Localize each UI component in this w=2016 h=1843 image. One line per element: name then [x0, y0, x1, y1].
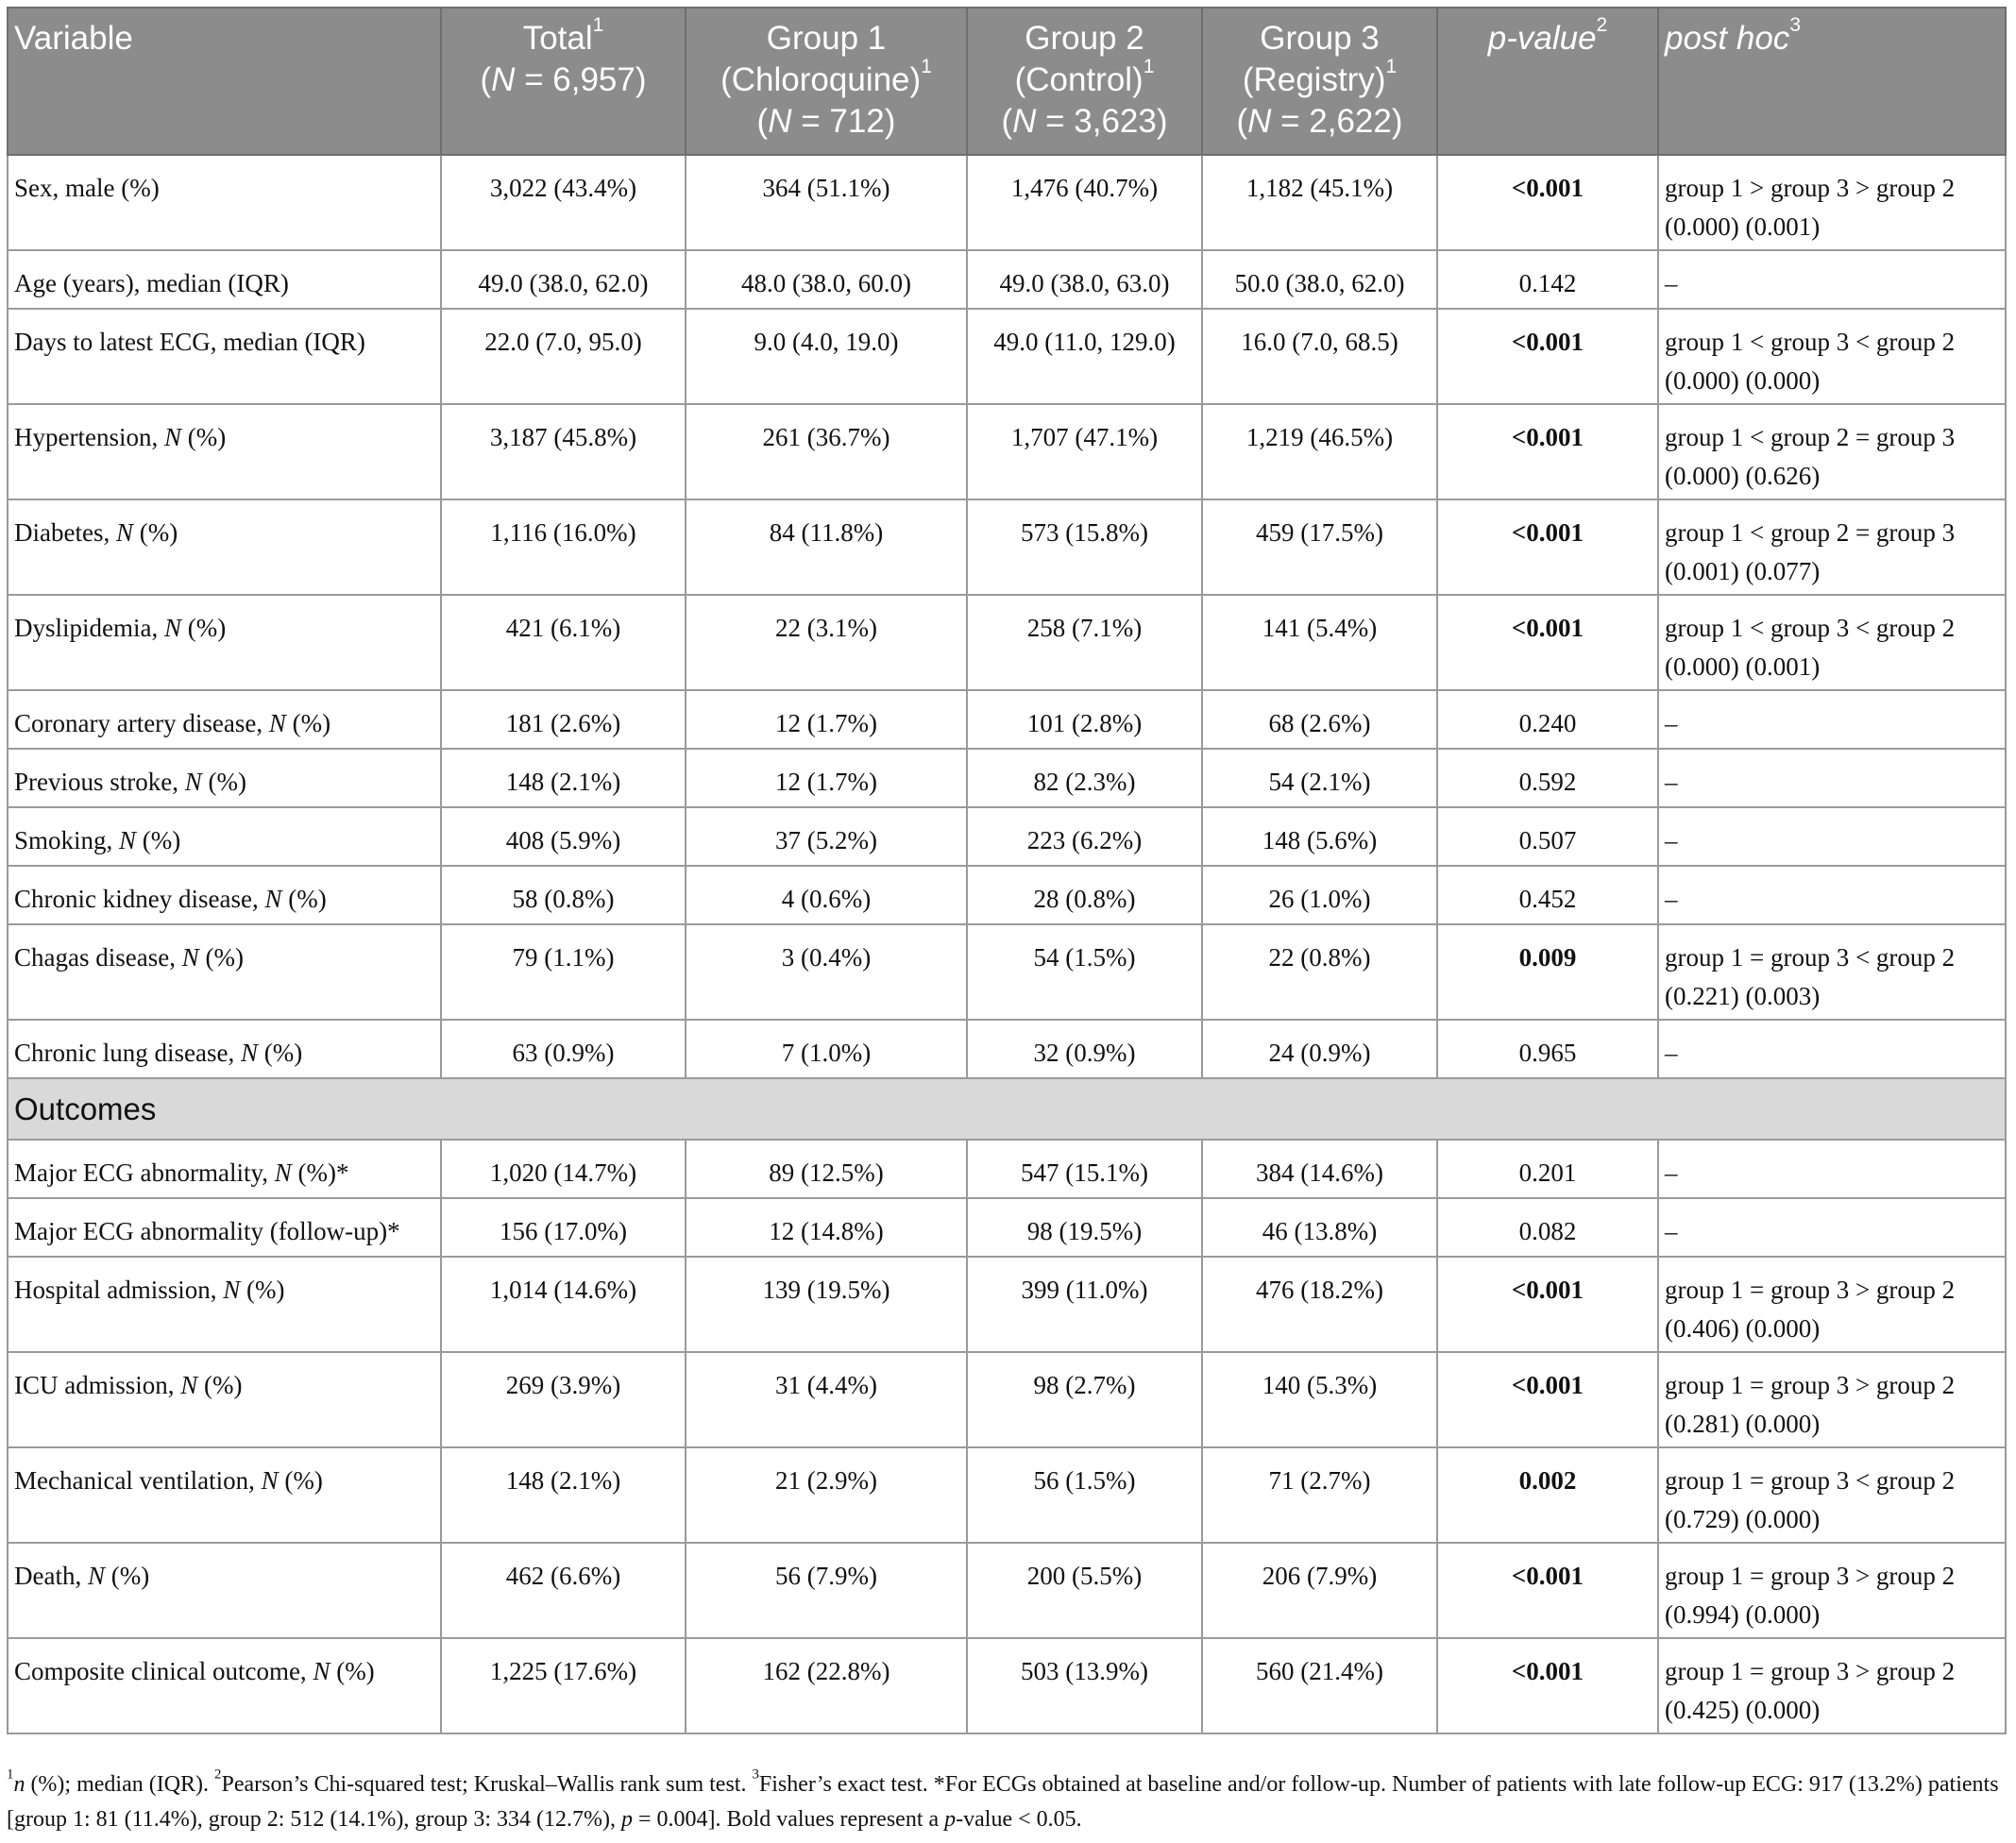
variable-unit: (%): [330, 1657, 375, 1685]
variable-label: Major ECG abnormality,: [14, 1158, 275, 1187]
cell-posthoc: [1658, 404, 2006, 499]
posthoc-comparison: group 1 = group 3 > group 2: [1665, 1371, 1956, 1399]
cell-group2: 200 (5.5%): [967, 1543, 1202, 1638]
cell-total: 148 (2.1%): [441, 1447, 686, 1543]
variable-unit: (%): [132, 518, 178, 547]
cell-total: 181 (2.6%): [441, 690, 686, 749]
variable-unit: (%): [180, 423, 227, 451]
cell-total: 22.0 (7.0, 95.0): [441, 309, 686, 404]
table-row: [8, 1638, 2006, 1733]
variable-label: Hypertension,: [14, 423, 164, 451]
cell-pvalue: 0.592: [1437, 749, 1658, 807]
cell-group2: 98 (19.5%): [967, 1198, 1202, 1257]
posthoc-pvalues: (0.000) (0.001): [1665, 212, 1821, 241]
cell-pvalue: <0.001: [1437, 155, 1658, 250]
variable-unit: (%): [197, 1371, 243, 1399]
cell-variable: Age (years), median (IQR): [8, 250, 441, 309]
cell-pvalue: 0.201: [1437, 1140, 1658, 1198]
header-group1-n: (N = 712): [756, 103, 896, 140]
cell-group2: 503 (13.9%): [967, 1638, 1202, 1733]
posthoc-pvalues: (0.425) (0.000): [1665, 1696, 1821, 1724]
cell-group2: 49.0 (38.0, 63.0): [967, 250, 1202, 309]
variable-label: Mechanical ventilation,: [14, 1466, 262, 1495]
header-group3: Group 3 (Registry)$^1$ (N = 2,622): [1202, 8, 1437, 155]
variable-n-symbol: N: [163, 423, 181, 451]
cell-posthoc: [1658, 309, 2006, 404]
cell-total: 3,187 (45.8%): [441, 404, 686, 499]
cell-group3: 140 (5.3%): [1202, 1352, 1437, 1447]
table-footnote: $^1$n (%); median (IQR). $^2$Pearson’s Chi-squared test; Kruskal–Wallis rank sum test. $^3$Fisher’s exact test. *For ECGs obtained at baseline and/or follow-up. Number of patients with late follow-up ECG: 917 (13.2%) patients [group 1: 81 (11.4%), group 2: 512 (14.1%), group 3: 334 (12.7%), p = 0.004]. Bold values represent a p-value < 0.05.: [7, 1767, 1999, 1832]
cell-total: 1,014 (14.6%): [441, 1257, 686, 1352]
variable-unit: (%): [240, 1276, 285, 1304]
cell-posthoc: [1658, 1352, 2006, 1447]
header-variable: Variable: [8, 8, 441, 155]
variable-n-symbol: N: [261, 1466, 279, 1495]
variable-n-symbol: N: [181, 943, 199, 972]
cell-variable: [8, 1638, 441, 1733]
section-row-outcomes: [8, 1078, 2006, 1140]
variable-label: Hospital admission,: [14, 1276, 224, 1304]
cell-group3: 560 (21.4%): [1202, 1638, 1437, 1733]
cell-group2: 101 (2.8%): [967, 690, 1202, 749]
variable-n-symbol: N: [264, 885, 282, 913]
cell-posthoc: –: [1658, 690, 2006, 749]
table-row: [8, 924, 2006, 1020]
cell-pvalue: 0.965: [1437, 1020, 1658, 1078]
cell-group3: 50.0 (38.0, 62.0): [1202, 250, 1437, 309]
header-total-n: (N = 6,957): [480, 61, 647, 98]
cell-pvalue: <0.001: [1437, 309, 1658, 404]
variable-n-symbol: N: [184, 768, 202, 796]
cell-group1: 12 (14.8%): [686, 1198, 967, 1257]
cell-group2: 258 (7.1%): [967, 595, 1202, 690]
cell-variable: [8, 749, 441, 807]
posthoc-pvalues: (0.221) (0.003): [1665, 982, 1821, 1010]
cell-variable: Sex, male (%): [8, 155, 441, 250]
table-row: [8, 749, 2006, 807]
cell-posthoc: –: [1658, 749, 2006, 807]
posthoc-comparison: group 1 < group 3 < group 2: [1665, 614, 1956, 642]
cell-group2: 98 (2.7%): [967, 1352, 1202, 1447]
table-row: [8, 404, 2006, 499]
variable-unit: (%): [201, 768, 246, 796]
cell-variable: [8, 1447, 441, 1543]
cell-group3: 54 (2.1%): [1202, 749, 1437, 807]
header-pvalue: p-value$^2$: [1437, 8, 1658, 155]
cell-group1: 12 (1.7%): [686, 749, 967, 807]
cell-group3: 459 (17.5%): [1202, 499, 1437, 595]
posthoc-pvalues: (0.000) (0.001): [1665, 652, 1821, 681]
cell-group3: 24 (0.9%): [1202, 1020, 1437, 1078]
cell-variable: [8, 924, 441, 1020]
variable-label: Chronic kidney disease,: [14, 885, 265, 913]
cell-posthoc: [1658, 499, 2006, 595]
cell-posthoc: –: [1658, 250, 2006, 309]
cell-group1: 89 (12.5%): [686, 1140, 967, 1198]
posthoc-pvalues: (0.000) (0.000): [1665, 366, 1821, 395]
cell-variable: [8, 404, 441, 499]
variable-n-symbol: N: [163, 614, 181, 642]
table-row: [8, 1198, 2006, 1257]
cell-variable: [8, 1543, 441, 1638]
cell-group3: 68 (2.6%): [1202, 690, 1437, 749]
cell-total: 63 (0.9%): [441, 1020, 686, 1078]
cell-total: 269 (3.9%): [441, 1352, 686, 1447]
posthoc-comparison: group 1 = group 3 > group 2: [1665, 1276, 1956, 1304]
cell-group2: 54 (1.5%): [967, 924, 1202, 1020]
variable-unit: (%): [281, 885, 327, 913]
table-row: [8, 595, 2006, 690]
cell-group3: 46 (13.8%): [1202, 1198, 1437, 1257]
cell-group1: 162 (22.8%): [686, 1638, 967, 1733]
cell-group1: 9.0 (4.0, 19.0): [686, 309, 967, 404]
variable-label: Diabetes,: [14, 518, 116, 547]
cell-group3: 1,219 (46.5%): [1202, 404, 1437, 499]
posthoc-pvalues: (0.000) (0.626): [1665, 462, 1821, 490]
cell-pvalue: <0.001: [1437, 1638, 1658, 1733]
cell-pvalue: 0.009: [1437, 924, 1658, 1020]
cell-group2: 223 (6.2%): [967, 807, 1202, 866]
cell-pvalue: <0.001: [1437, 499, 1658, 595]
cell-total: 462 (6.6%): [441, 1543, 686, 1638]
cell-group1: 12 (1.7%): [686, 690, 967, 749]
variable-unit: (%): [104, 1562, 150, 1590]
header-group3-n: (N = 2,622): [1236, 103, 1403, 140]
cell-variable: [8, 866, 441, 924]
posthoc-comparison: group 1 = group 3 < group 2: [1665, 943, 1956, 972]
cell-variable: Days to latest ECG, median (IQR): [8, 309, 441, 404]
cell-group1: 3 (0.4%): [686, 924, 967, 1020]
cell-posthoc: [1658, 155, 2006, 250]
cell-group3: 476 (18.2%): [1202, 1257, 1437, 1352]
cell-total: 49.0 (38.0, 62.0): [441, 250, 686, 309]
cell-pvalue: <0.001: [1437, 1543, 1658, 1638]
results-table-container: [7, 7, 2005, 1734]
cell-group3: 384 (14.6%): [1202, 1140, 1437, 1198]
variable-label: ICU admission,: [14, 1371, 181, 1399]
cell-total: 58 (0.8%): [441, 866, 686, 924]
table-row: [8, 1543, 2006, 1638]
posthoc-comparison: group 1 = group 3 < group 2: [1665, 1466, 1956, 1495]
variable-label: Previous stroke,: [14, 768, 185, 796]
cell-group1: 37 (5.2%): [686, 807, 967, 866]
header-posthoc: post hoc$^3$: [1658, 8, 2006, 155]
cell-total: 148 (2.1%): [441, 749, 686, 807]
cell-group3: 22 (0.8%): [1202, 924, 1437, 1020]
variable-n-symbol: N: [180, 1371, 198, 1399]
cell-group2: 547 (15.1%): [967, 1140, 1202, 1198]
cell-posthoc: –: [1658, 1020, 2006, 1078]
table-row: [8, 155, 2006, 250]
cell-posthoc: –: [1658, 807, 2006, 866]
cell-variable: [8, 595, 441, 690]
cell-group1: 31 (4.4%): [686, 1352, 967, 1447]
header-group1: Group 1 (Chloroquine)$^1$ (N = 712): [686, 8, 967, 155]
variable-unit: (%): [136, 826, 181, 854]
posthoc-comparison: group 1 < group 3 < group 2: [1665, 328, 1956, 356]
cell-variable: [8, 1140, 441, 1198]
cell-group1: 4 (0.6%): [686, 866, 967, 924]
cell-group2: 32 (0.9%): [967, 1020, 1202, 1078]
cell-group2: 1,707 (47.1%): [967, 404, 1202, 499]
cell-pvalue: <0.001: [1437, 595, 1658, 690]
cell-group1: 21 (2.9%): [686, 1447, 967, 1543]
variable-label: Chagas disease,: [14, 943, 182, 972]
header-group2-n: (N = 3,623): [1001, 103, 1168, 140]
variable-unit: (%): [278, 1466, 323, 1495]
posthoc-pvalues: (0.281) (0.000): [1665, 1410, 1821, 1438]
cell-variable: [8, 499, 441, 595]
cell-group1: 7 (1.0%): [686, 1020, 967, 1078]
variable-label: Chronic lung disease,: [14, 1039, 241, 1067]
table-row: [8, 499, 2006, 595]
cell-pvalue: 0.142: [1437, 250, 1658, 309]
posthoc-comparison: group 1 < group 2 = group 3: [1665, 518, 1956, 547]
posthoc-comparison: group 1 < group 2 = group 3: [1665, 423, 1956, 451]
cell-posthoc: –: [1658, 1198, 2006, 1257]
cell-group2: 82 (2.3%): [967, 749, 1202, 807]
variable-n-symbol: N: [87, 1562, 105, 1590]
cell-total: 1,225 (17.6%): [441, 1638, 686, 1733]
cell-group3: 26 (1.0%): [1202, 866, 1437, 924]
cell-group3: 141 (5.4%): [1202, 595, 1437, 690]
posthoc-pvalues: (0.406) (0.000): [1665, 1314, 1821, 1343]
cell-total: 1,116 (16.0%): [441, 499, 686, 595]
variable-unit: (%): [198, 943, 244, 972]
cell-total: 156 (17.0%): [441, 1198, 686, 1257]
cell-posthoc: [1658, 1638, 2006, 1733]
cell-group2: 573 (15.8%): [967, 499, 1202, 595]
header-row: [8, 8, 2006, 155]
cell-group3: 148 (5.6%): [1202, 807, 1437, 866]
cell-posthoc: [1658, 1447, 2006, 1543]
cell-group1: 48.0 (38.0, 60.0): [686, 250, 967, 309]
cell-group1: 56 (7.9%): [686, 1543, 967, 1638]
variable-n-symbol: N: [115, 518, 133, 547]
cell-pvalue: <0.001: [1437, 1257, 1658, 1352]
variable-label: Dyslipidemia,: [14, 614, 164, 642]
table-body: [8, 155, 2006, 1733]
cell-posthoc: –: [1658, 866, 2006, 924]
cell-group1: 84 (11.8%): [686, 499, 967, 595]
variable-n-symbol: N: [274, 1158, 292, 1187]
header-group2: Group 2 (Control)$^1$ (N = 3,623): [967, 8, 1202, 155]
variable-n-symbol: N: [223, 1276, 241, 1304]
cell-total: 408 (5.9%): [441, 807, 686, 866]
cell-variable: [8, 690, 441, 749]
variable-n-symbol: N: [119, 826, 137, 854]
posthoc-pvalues: (0.001) (0.077): [1665, 557, 1821, 585]
cell-total: 1,020 (14.7%): [441, 1140, 686, 1198]
cell-variable: [8, 1257, 441, 1352]
header-total: Total$^1$ (N = 6,957): [441, 8, 686, 155]
cell-pvalue: 0.082: [1437, 1198, 1658, 1257]
posthoc-comparison: group 1 > group 3 > group 2: [1665, 174, 1956, 202]
cell-group3: 206 (7.9%): [1202, 1543, 1437, 1638]
cell-pvalue: 0.240: [1437, 690, 1658, 749]
cell-total: 79 (1.1%): [441, 924, 686, 1020]
cell-posthoc: [1658, 1543, 2006, 1638]
posthoc-pvalues: (0.729) (0.000): [1665, 1505, 1821, 1533]
variable-label: Death,: [14, 1562, 88, 1590]
cell-posthoc: –: [1658, 1140, 2006, 1198]
cell-group2: 399 (11.0%): [967, 1257, 1202, 1352]
cell-variable: [8, 1020, 441, 1078]
cell-group2: 56 (1.5%): [967, 1447, 1202, 1543]
variable-n-symbol: N: [240, 1039, 258, 1067]
cell-pvalue: <0.001: [1437, 404, 1658, 499]
cell-group1: 364 (51.1%): [686, 155, 967, 250]
cell-variable: [8, 807, 441, 866]
variable-n-symbol: N: [313, 1657, 330, 1685]
cell-group2: 1,476 (40.7%): [967, 155, 1202, 250]
cell-group2: 49.0 (11.0, 129.0): [967, 309, 1202, 404]
table-row: [8, 1352, 2006, 1447]
cell-variable: Major ECG abnormality (follow-up)*: [8, 1198, 441, 1257]
cell-group3: 1,182 (45.1%): [1202, 155, 1437, 250]
cell-posthoc: [1658, 1257, 2006, 1352]
cell-group1: 139 (19.5%): [686, 1257, 967, 1352]
cell-pvalue: 0.002: [1437, 1447, 1658, 1543]
variable-label: Coronary artery disease,: [14, 709, 269, 737]
table-row: [8, 690, 2006, 749]
cell-group1: 22 (3.1%): [686, 595, 967, 690]
posthoc-comparison: group 1 = group 3 > group 2: [1665, 1657, 1956, 1685]
cell-variable: [8, 1352, 441, 1447]
cell-total: 421 (6.1%): [441, 595, 686, 690]
results-table: [7, 7, 2007, 1734]
cell-group3: 16.0 (7.0, 68.5): [1202, 309, 1437, 404]
variable-unit: (%)*: [291, 1158, 349, 1187]
variable-n-symbol: N: [268, 709, 286, 737]
table-row: [8, 1257, 2006, 1352]
cell-pvalue: 0.507: [1437, 807, 1658, 866]
posthoc-pvalues: (0.994) (0.000): [1665, 1600, 1821, 1629]
cell-group1: 261 (36.7%): [686, 404, 967, 499]
table-row: [8, 1447, 2006, 1543]
variable-unit: (%): [285, 709, 331, 737]
variable-unit: (%): [181, 614, 227, 642]
table-row: [8, 309, 2006, 404]
table-row: [8, 866, 2006, 924]
cell-total: 3,022 (43.4%): [441, 155, 686, 250]
table-row: [8, 1020, 2006, 1078]
cell-posthoc: [1658, 595, 2006, 690]
cell-group2: 28 (0.8%): [967, 866, 1202, 924]
cell-group3: 71 (2.7%): [1202, 1447, 1437, 1543]
posthoc-comparison: group 1 = group 3 > group 2: [1665, 1562, 1956, 1590]
table-row: [8, 250, 2006, 309]
cell-posthoc: [1658, 924, 2006, 1020]
variable-unit: (%): [257, 1039, 303, 1067]
cell-pvalue: <0.001: [1437, 1352, 1658, 1447]
variable-label: Smoking,: [14, 826, 120, 854]
table-row: [8, 1140, 2006, 1198]
section-label: Outcomes: [8, 1078, 2006, 1140]
table-row: [8, 807, 2006, 866]
cell-pvalue: 0.452: [1437, 866, 1658, 924]
variable-label: Composite clinical outcome,: [14, 1657, 313, 1685]
